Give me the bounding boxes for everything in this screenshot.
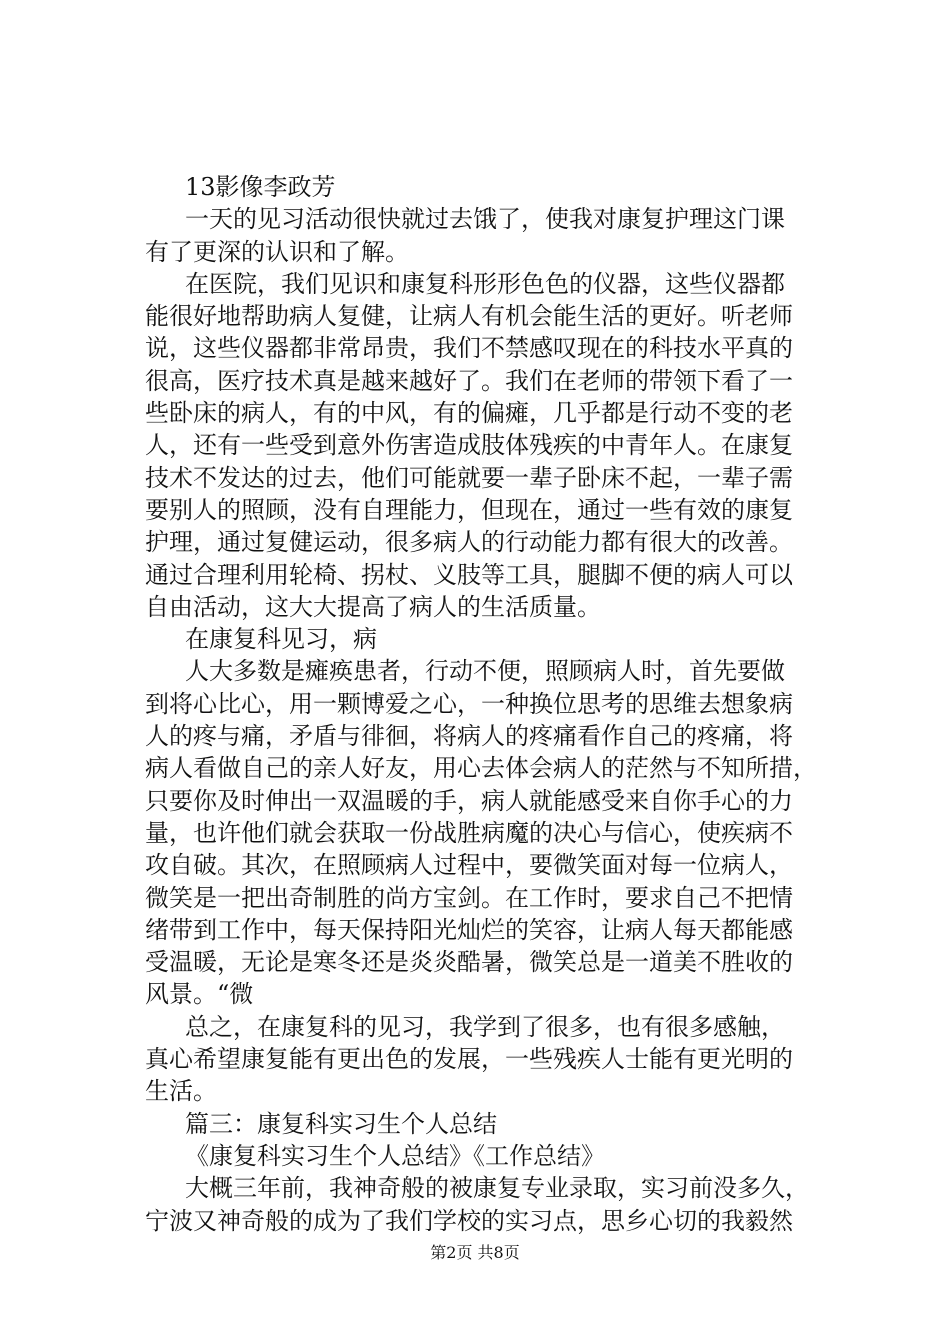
text-line: 篇三：康复科实习生个人总结 — [185, 1109, 497, 1138]
text-line: 通过合理利用轮椅、拐杖、义肢等工具，腿脚不便的病人可以 — [145, 560, 793, 589]
text-line: 自由活动，这大大提高了病人的生活质量。 — [145, 592, 601, 621]
text-line: 真心希望康复能有更出色的发展，一些残疾人士能有更光明的 — [145, 1045, 793, 1074]
text-line: 风景。“微 — [145, 980, 254, 1009]
text-line: 攻自破。其次，在照顾病人过程中，要微笑面对每一位病人， — [145, 851, 793, 880]
text-line: 微笑是一把出奇制胜的尚方宝剑。在工作时，要求自己不把情 — [145, 883, 793, 912]
text-line: 一天的见习活动很快就过去饿了，使我对康复护理这门课 — [185, 205, 785, 234]
text-line: 13影像李政芳 — [185, 173, 336, 201]
text-line: 人，还有一些受到意外伤害造成肢体残疾的中青年人。在康复 — [145, 431, 793, 460]
text-line: 些卧床的病人，有的中风，有的偏瘫，几乎都是行动不变的老 — [145, 399, 793, 428]
text-line: 大概三年前，我神奇般的被康复专业录取，实习前没多久， — [185, 1174, 809, 1203]
text-line: 总之，在康复科的见习，我学到了很多，也有很多感触， — [185, 1012, 785, 1041]
text-line: 要别人的照顾，没有自理能力，但现在，通过一些有效的康复 — [145, 495, 793, 524]
text-line: 只要你及时伸出一双温暖的手，病人就能感受来自你手心的力 — [145, 786, 793, 815]
text-line: 量，也许他们就会获取一份战胜病魔的决心与信心，使疾病不 — [145, 818, 793, 847]
document-body — [145, 171, 845, 1237]
text-line: 绪带到工作中，每天保持阳光灿烂的笑容，让病人每天都能感 — [145, 915, 793, 944]
text-line: 在医院，我们见识和康复科形形色色的仪器，这些仪器都 — [185, 269, 785, 298]
text-line: 很高，医疗技术真是越来越好了。我们在老师的带领下看了一 — [145, 366, 793, 395]
text-line: 在康复科见习，病 — [185, 625, 377, 654]
page-footer: 第2页 共8页 — [430, 1243, 520, 1262]
text-line: 受温暖，无论是寒冬还是炎炎酷暑，微笑总是一道美不胜收的 — [145, 948, 793, 977]
text-line: 宁波又神奇般的成为了我们学校的实习点，思乡心切的我毅然 — [145, 1206, 793, 1235]
text-line: 《康复科实习生个人总结》《工作总结》 — [185, 1141, 605, 1170]
text-line: 病人看做自己的亲人好友，用心去体会病人的茫然与不知所措， — [145, 754, 817, 783]
text-line: 人的疼与痛，矛盾与徘徊，将病人的疼痛看作自己的疼痛，将 — [145, 722, 793, 751]
text-line: 说，这些仪器都非常昂贵，我们不禁感叹现在的科技水平真的 — [145, 334, 793, 363]
text-line: 技术不发达的过去，他们可能就要一辈子卧床不起，一辈子需 — [145, 463, 793, 492]
text-line: 有了更深的认识和了解。 — [145, 237, 409, 266]
text-line: 人大多数是瘫痪患者，行动不便，照顾病人时，首先要做 — [185, 657, 785, 686]
text-line: 护理，通过复健运动，很多病人的行动能力都有很大的改善。 — [145, 528, 793, 557]
text-line: 到将心比心，用一颗博爱之心，一种换位思考的思维去想象病 — [145, 689, 793, 718]
text-line: 能很好地帮助病人复健，让病人有机会能生活的更好。听老师 — [145, 302, 793, 331]
text-line: 生活。 — [145, 1077, 217, 1106]
